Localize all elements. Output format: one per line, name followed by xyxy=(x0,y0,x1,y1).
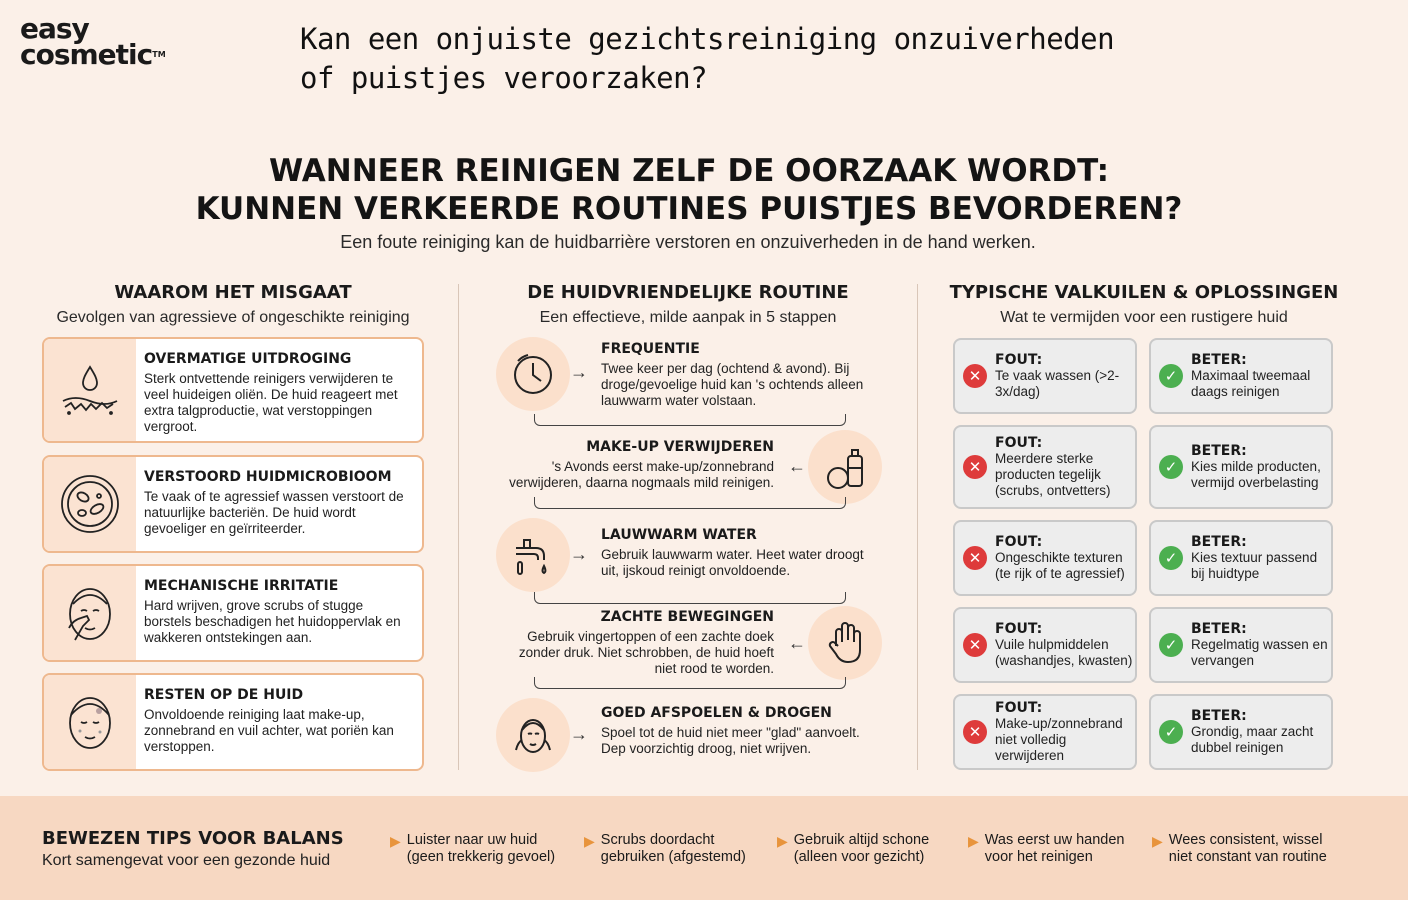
rubbing-face-icon xyxy=(44,566,136,660)
pitfall-better-1 xyxy=(1149,338,1333,414)
cause-card-microbiome xyxy=(42,455,424,553)
step-connector xyxy=(534,677,846,689)
check-icon: ✓ xyxy=(1159,546,1183,570)
question-title: Kan een onjuiste gezichtsreiniging onzuiverheden of puistjes veroorzaken? xyxy=(300,22,1115,95)
check-icon: ✓ xyxy=(1159,455,1183,479)
pitfall-better-3 xyxy=(1149,520,1333,596)
pitfall-wrong-5 xyxy=(953,694,1137,770)
tips-footer xyxy=(0,796,1408,900)
tip-item xyxy=(584,832,746,866)
pitfall-wrong-1 xyxy=(953,338,1137,414)
card-text: Onvoldoende reiniging laat make-up, zonnebrand en vuil achter, wat poriën kan verstoppen. xyxy=(144,707,394,754)
column-divider-right xyxy=(917,284,918,770)
dry-skin-icon xyxy=(44,339,136,441)
step-title: LAUWWARM WATER xyxy=(601,527,757,543)
tip-line1: Was eerst uw handen xyxy=(984,832,1125,848)
routine-step-frequency xyxy=(601,341,881,409)
routine-step-makeup xyxy=(500,439,774,491)
cause-card-dryness xyxy=(42,337,424,443)
fout-label: FOUT: xyxy=(995,700,1043,716)
step-text: Gebruik lauwwarm water. Heet water droogt uit, ijskoud reinigt onvoldoende. xyxy=(601,547,864,578)
logo-line2: cosmetic xyxy=(20,38,153,71)
tip-line2: (alleen voor gezicht) xyxy=(793,849,925,865)
pitfall-better-2 xyxy=(1149,425,1333,509)
arrow-right-icon: → xyxy=(570,544,588,564)
column-divider-left xyxy=(458,284,459,770)
fout-label: FOUT: xyxy=(995,352,1043,368)
beter-label: BETER: xyxy=(1191,443,1247,459)
middle-column-header xyxy=(478,282,898,327)
main-title-line2: KUNNEN VERKEERDE ROUTINES PUISTJES BEVORDEREN? xyxy=(195,191,1183,227)
step-text: 's Avonds eerst make-up/zonnebrand verwijderen, daarna nogmaals mild reinigen. xyxy=(509,459,774,490)
error-x-icon: ✕ xyxy=(963,364,987,388)
error-x-icon: ✕ xyxy=(963,720,987,744)
middle-column-subtitle: Een effectieve, milde aanpak in 5 stappen xyxy=(539,309,837,326)
tip-item xyxy=(1152,832,1327,866)
tip-line2: gebruiken (afgestemd) xyxy=(600,849,746,865)
error-x-icon: ✕ xyxy=(963,455,987,479)
beter-label: BETER: xyxy=(1191,352,1247,368)
logo-line1: easy xyxy=(20,12,89,45)
step-title: MAKE-UP VERWIJDEREN xyxy=(586,439,774,455)
left-column-header xyxy=(42,282,424,327)
left-column-title: WAAROM HET MISGAAT xyxy=(114,282,352,303)
right-column-title: TYPISCHE VALKUILEN & OPLOSSINGEN xyxy=(949,282,1339,303)
residue-face-icon xyxy=(44,675,136,769)
right-column-subtitle: Wat te vermijden voor een rustigere huid xyxy=(1000,309,1288,326)
routine-step-gentle xyxy=(500,609,774,677)
main-subtitle: Een foute reiniging kan de huidbarrière verstoren en onzuiverheden in de hand werken. xyxy=(340,232,1036,252)
tip-line2: niet constant van routine xyxy=(1168,849,1327,865)
step-title: ZACHTE BEWEGINGEN xyxy=(600,609,774,625)
check-icon: ✓ xyxy=(1159,720,1183,744)
check-icon: ✓ xyxy=(1159,633,1183,657)
tip-item xyxy=(390,832,555,866)
tip-item xyxy=(968,832,1125,866)
tip-line2: voor het reinigen xyxy=(984,849,1093,865)
fout-text: Te vaak wassen (>2-3x/dag) xyxy=(995,368,1120,399)
step-text: Gebruik vingertoppen of een zachte doek zonder druk. Niet schrobben, de huid hoeft niet rood te worden. xyxy=(518,629,774,676)
tip-line1: Gebruik altijd schone xyxy=(793,832,930,848)
card-text: Hard wrijven, grove scrubs of stugge borstels beschadigen het huidoppervlak en wakkeren ontstekingen aan. xyxy=(144,598,401,645)
footer-subtitle: Kort samengevat voor een gezonde huid xyxy=(42,852,331,869)
step-title: FREQUENTIE xyxy=(601,341,700,357)
tip-line1: Wees consistent, wissel xyxy=(1168,832,1323,848)
main-title-line1: WANNEER REINIGEN ZELF DE OORZAAK WORDT: xyxy=(268,153,1110,189)
card-title: RESTEN OP DE HUID xyxy=(144,687,304,703)
arrow-right-icon: → xyxy=(570,362,588,382)
beter-text: Kies milde producten, vermijd overbelasting xyxy=(1191,459,1321,490)
tip-line1: Luister naar uw huid xyxy=(406,832,538,848)
logo-trademark: TM xyxy=(152,50,166,59)
fout-label: FOUT: xyxy=(995,621,1043,637)
pitfall-wrong-4 xyxy=(953,607,1137,683)
routine-step-water xyxy=(601,527,881,579)
middle-column-title: DE HUIDVRIENDELIJKE ROUTINE xyxy=(527,282,849,303)
tip-line2: (geen trekkerig gevoel) xyxy=(406,849,556,865)
card-title: VERSTOORD HUIDMICROBIOOM xyxy=(144,469,392,485)
pitfall-wrong-3 xyxy=(953,520,1137,596)
brand-logo xyxy=(20,12,166,71)
beter-text: Maximaal tweemaal daags reinigen xyxy=(1191,368,1311,399)
left-column-subtitle: Gevolgen van agressieve of ongeschikte reiniging xyxy=(56,309,410,326)
beter-text: Kies textuur passend bij huidtype xyxy=(1191,550,1318,581)
beter-text: Regelmatig wassen en vervangen xyxy=(1191,637,1328,668)
clock-icon xyxy=(496,337,570,411)
tip-line1: Scrubs doordacht xyxy=(600,832,715,848)
cleanser-bottle-icon xyxy=(808,430,882,504)
card-text: Te vaak of te agressief wassen verstoort de natuurlijke bacteriën. De huid wordt gevoeliger en geïrriteerder. xyxy=(144,489,404,536)
cause-card-residue xyxy=(42,673,424,771)
microbiome-icon xyxy=(44,457,136,551)
chevron-right-icon: ▶ xyxy=(390,833,401,849)
chevron-right-icon: ▶ xyxy=(1152,833,1163,849)
arrow-left-icon: ← xyxy=(788,633,806,653)
arrow-right-icon: → xyxy=(570,724,588,744)
error-x-icon: ✕ xyxy=(963,546,987,570)
footer-title: BEWEZEN TIPS VOOR BALANS xyxy=(42,828,344,849)
step-title: GOED AFSPOELEN & DROGEN xyxy=(601,705,832,721)
chevron-right-icon: ▶ xyxy=(777,833,788,849)
step-connector xyxy=(534,592,846,604)
chevron-right-icon: ▶ xyxy=(968,833,979,849)
check-icon: ✓ xyxy=(1159,364,1183,388)
step-connector xyxy=(534,414,846,426)
card-title: OVERMATIGE UITDROGING xyxy=(144,351,352,367)
rinsing-face-icon xyxy=(496,698,570,772)
tip-item xyxy=(777,832,929,866)
fout-text: Ongeschikte texturen (te rijk of te agressief) xyxy=(995,550,1125,581)
card-text: Sterk ontvettende reinigers verwijderen te veel huideigen oliën. De huid reageert met extra talgproductie, wat verstoppingen vergroot. xyxy=(144,371,398,434)
main-title xyxy=(0,152,1378,228)
faucet-icon xyxy=(496,518,570,592)
beter-label: BETER: xyxy=(1191,708,1247,724)
step-text: Twee keer per dag (ochtend & avond). Bij droge/gevoelige huid kan 's ochtends alleen lauwwarm water volstaan. xyxy=(601,361,864,408)
chevron-right-icon: ▶ xyxy=(584,833,595,849)
pitfall-wrong-2 xyxy=(953,425,1137,509)
step-text: Spoel tot de huid niet meer "glad" aanvoelt. Dep voorzichtig droog, niet wrijven. xyxy=(601,725,860,756)
fout-text: Meerdere sterke producten tegelijk (scrubs, ontvetters) xyxy=(995,451,1111,498)
hand-icon xyxy=(808,606,882,680)
error-x-icon: ✕ xyxy=(963,633,987,657)
right-column-header xyxy=(940,282,1348,327)
fout-text: Vuile hulpmiddelen (washandjes, kwasten) xyxy=(995,637,1133,668)
beter-label: BETER: xyxy=(1191,534,1247,550)
step-connector xyxy=(534,497,846,509)
cause-card-mechanical xyxy=(42,564,424,662)
routine-step-rinse xyxy=(601,705,881,757)
beter-text: Grondig, maar zacht dubbel reinigen xyxy=(1191,724,1314,755)
card-title: MECHANISCHE IRRITATIE xyxy=(144,578,339,594)
pitfall-better-4 xyxy=(1149,607,1333,683)
arrow-left-icon: ← xyxy=(788,456,806,476)
fout-text: Make-up/zonnebrand niet volledig verwijderen xyxy=(995,716,1123,763)
fout-label: FOUT: xyxy=(995,534,1043,550)
pitfall-better-5 xyxy=(1149,694,1333,770)
beter-label: BETER: xyxy=(1191,621,1247,637)
fout-label: FOUT: xyxy=(995,435,1043,451)
